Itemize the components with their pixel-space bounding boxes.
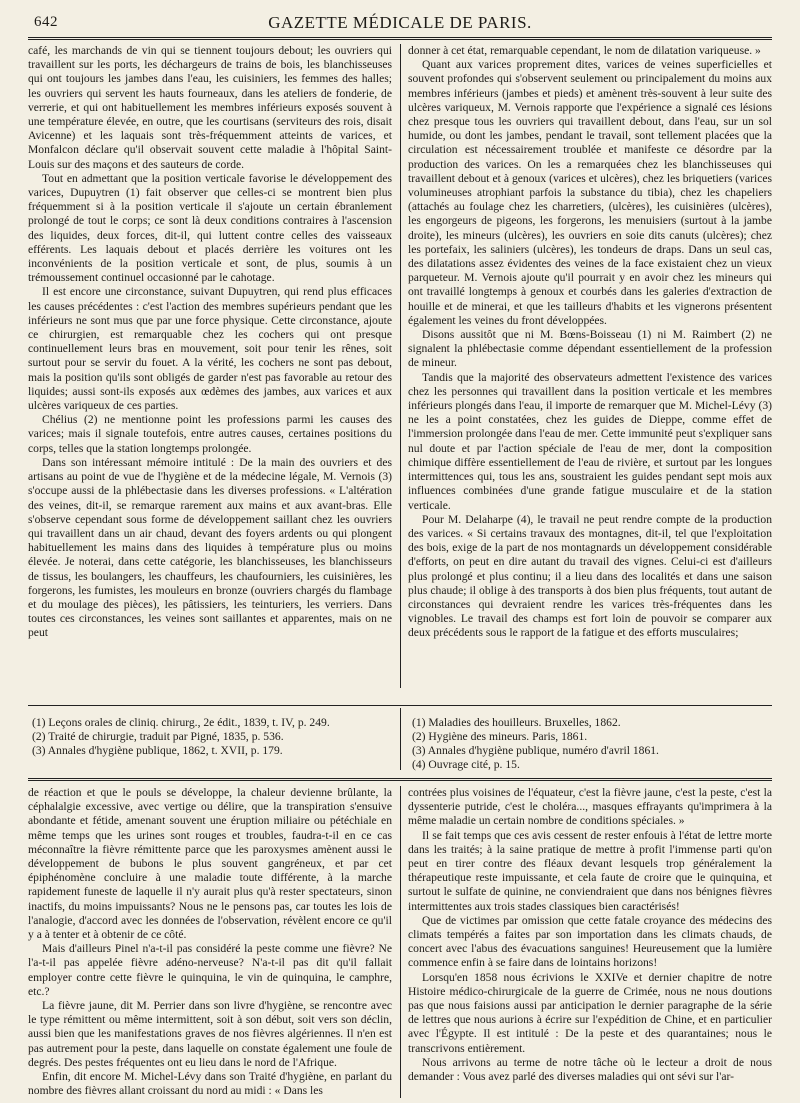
paragraph: Dans son intéressant mémoire intitulé : De la main des ouvriers et des artisans au point de vue de l'hygiène et de la médecine légale, M. Vernois (3) s'occupe aussi de la phlébectasie dans les diverses professions. « L'altération des veines, dit-il, se remarque rarement aux mains et aux avant-bras. Elle s'observe cependant sous forme de développement saillant chez les ouvriers qui travaillent dans un air chaud, devant des foyers ardents ou qui plongent habituellement les mains dans des liquides à température plus ou moins élevée. Je noterai, dans cette catégorie, les blanchisseuses, les blanchisseurs de tissus, les boulangers, les chauffeurs, les chaufourniers, les cuisinières, les forgerons, les fumistes, les mouleurs en bronze (ouvriers chargés du flambage et du moulage des pièces), les pâtissiers, les teinturiers, les verriers. Dans toutes ces circonstances, les veines sont saillantes et apparentes, mais on ne peut [28,455,392,640]
paragraph: Lorsqu'en 1858 nous écrivions le XXIVe et dernier chapitre de notre Histoire médico-chirurgicale de la guerre de Crimée, nous ne nous doutions pas que nous faisions aussi par anticipation le dernier paragraphe de la série de lettres que nous aurions à écrire sur l'expédition de Chine, et en particulier avec l'Égypte. Il est intitulé : De la peste et des quarantaines; nous le transcrivons entièrement. [408,970,772,1055]
paragraph: donner à cet état, remarquable cependant, le nom de dilatation variqueuse. » [408,44,761,57]
page-number: 642 [34,14,58,30]
column-divider [400,44,401,688]
paragraph: Enfin, dit encore M. Michel-Lévy dans son Traité d'hygiène, en parlant du nombre des fièvres allant croissant du nord au midi : « Dans les [28,1070,392,1098]
footnote: (4) Ouvrage cité, p. 15. [412,758,520,771]
footnotes-left [32,716,392,766]
paragraph: Mais d'ailleurs Pinel n'a-t-il pas considéré la peste comme une fièvre? Ne l'a-t-il pas appelée fièvre adéno-nerveuse? N'a-t-il pas dit qu'il fallait employer contre cette fièvre le quinquina, le vin de quinquina, le camphre, etc.? [28,942,392,998]
footnote: (2) Traité de chirurgie, traduit par Pigné, 1835, p. 536. [32,730,284,743]
lower-left-column [28,786,392,1098]
footnote: (3) Annales d'hygiène publique, numéro d'avril 1861. [412,744,659,757]
paragraph: Nous arrivons au terme de notre tâche où le lecteur a droit de nous demander : Vous avez parlé des diverses maladies qui ont sévi sur l'ar- [408,1055,772,1084]
paragraph: Disons aussitôt que ni M. Bœns-Boisseau (1) ni M. Raimbert (2) ne signalent la phlébectasie comme dépendant essentiellement de la profession de mineur. [408,328,772,370]
paragraph: Que de victimes par omission que cette fatale croyance des médecins des climats tempérés a faites par son importation dans les climats chauds, de concert avec l'abus des évacuations sanguines! Heureusement que la lumière commence enfin à se faire dans de lointains horizons! [408,913,772,970]
paragraph: Pour M. Delaharpe (4), le travail ne peut rendre compte de la production des varices. « Si certains travaux des montagnes, dit-il, tel que l'exploitation des bois, exige de la part de nos montagnards un développement considérable d'efforts, on peut en dire autant du travail des vignes. Celui-ci est d'ailleurs plus prolongé et plus continu; il a lieu dans des localités et dans une saison plus chaude; il oblige à des transports à dos bien plus fréquents, tout autant de circonstances qui devraient rendre les varices très-fréquentes dans les vignobles. Le travail des champs est fort loin de pouvoir se comparer aux deux précédents sous le rapport de la fatigue et des efforts musculaires; [408,512,772,640]
footnote: (1) Maladies des houilleurs. Bruxelles, 1862. [412,716,621,729]
footnote-divider [400,708,401,770]
paragraph: café, les marchands de vin qui se tiennent toujours debout; les ouvriers qui travaillent sur les ports, les déchargeurs de trains de bois, les blanchisseuses qui ont toujours les jambes dans l'eau, les cuisiniers, les femmes des halles; les ouvriers qui servent les hauts fourneaux, dans les ateliers de fonderie, de verrerie, et qui ont habituellement les membres inférieurs exposés souvent à une température élevée, en outre, que les courtisans (serviteurs des rois, disait Avicenne) et les laquais sont très-fréquemment atteints de varices, et Monfalcon déclare qu'il observait souvent cette maladie à l'hôpital Saint-Louis sur des maçons et des sauteurs de corde. [28,44,392,171]
footnote: (3) Annales d'hygiène publique, 1862, t. XVII, p. 179. [32,744,283,757]
lower-right-column [408,786,772,1098]
paragraph: La fièvre jaune, dit M. Perrier dans son livre d'hygiène, se rencontre avec le type rémittent ou même intermittent, soit à son début, soit vers son déclin, aussi bien que les manifestations graves de nos fièvres algériennes. Il n'en est pas autrement pour la peste, dans laquelle on constate également une foule de degrés. Des pestes fréquentes ont eu lieu dans le nord de l'Afrique. [28,999,392,1069]
paragraph: Il se fait temps que ces avis cessent de rester enfouis à l'état de lettre morte dans les traités; à la saine pratique de mettre à profit l'immense parti qu'on peut en tirer contre des fléaux devant lesquels trop généralement la thérapeutique reste impuissante, et cela faute de croire que le quinquina, et surtout le sulfate de quinine, ne conviendraient que dans nos bénignes fièvres intermittentes aux trois stades classiques bien caractérisés! [408,828,772,913]
upper-right-column [408,44,772,688]
footnote-rule [28,705,772,706]
upper-left-column [28,44,392,688]
paragraph: Tout en admettant que la position verticale favorise le développement des varices, Dupuytren (1) fait observer que celles-ci se montrent bien plus fréquemment si à la position verticale il s'ajoute un certain ébranlement prolongé de tout le corps; ce sont là deux conditions contraires à l'ascension des liquides, deux forces, dit-il, qui luttent contre celles des vaisseaux efférents. Les laquais debout et placés derrière les voitures ont les inconvénients de la position verticale et sont, de plus, soumis à un trémoussement continuel occasionné par le cahotage. [28,171,392,285]
journal-title: GAZETTE MÉDICALE DE PARIS. [268,13,532,32]
footnote: (2) Hygiène des mineurs. Paris, 1861. [412,730,588,743]
page-header [28,12,772,36]
section-rule [28,778,772,781]
paragraph: de réaction et que le pouls se développe, la chaleur devienne brûlante, la céphalalgie excessive, avec vertige ou délire, que la transpiration s'ensuive abondante et fétide, amenant souvent une éruption miliaire ou pétéchiale en même temps que les urines sont rouges et troubles, faudra-t-il en ce cas méconnaître la fièvre rémittente parce que les paroxysmes amènent aussi le développement de bubons le plus souvent gangréneux, et par cet épiphénomène concluire à une maladie toute différente, à la marche rapidement funeste de laquelle il n'y aurait plus qu'à rester spectateurs, sinon inactifs, du moins impuissants? Nous ne le pensons pas, car toutes les lois de l'analogie, d'accord avec les données de l'observation, révèlent encore ce qu'il y a à tenter et à obtenir de ce côté. [28,786,392,942]
column-divider [400,786,401,1098]
paragraph: Quant aux varices proprement dites, varices de veines superficielles et souvent profondes qui s'observent seulement ou principalement du moins aux membres inférieurs (jambes et pieds) et amènent très-souvent à leur suite des ulcères variqueux, M. Vernois rapporte que l'expérience a signalé ces lésions chez presque tous les ouvriers qui travaillent debout, dans l'eau, sur un sol humide, ou dont les jambes, pendant le travail, sont tellement placées que la circulation est nécessairement troublée et manifeste ce désordre par la production des varices. On les a remarquées chez les blanchisseuses qui travaillent debout et à genoux (varices et ulcères), chez les briquetiers (varices volumineuses atrophiant parfois la substance du tibia), chez les chapeliers (attachés au foulage chez les charretiers, (ulcères), les cuisinières (ulcères), les engorgeurs de pigeons, les forgerons, les menuisiers (surtout à la jambe droite), les mineurs (ulcères), les ouvriers en soie dits canuts (ulcères); chez les portefaix, les saliniers (ulcères), les tondeurs de draps. Dans un seul cas, des dilatations assez évidentes des veines de la face existaient chez un vieux parqueteur. M. Vernois ajoute qu'il pourrait y en avoir chez les mineurs qui ont travaillé longtemps à genoux et courbés dans les galeries d'extraction de houille et de minerai, et que les tailleurs d'habits et les vignerons présentent également les veines du front développées. [408,58,772,327]
footnote: (1) Leçons orales de cliniq. chirurg., 2e édit., 1839, t. IV, p. 249. [32,716,330,729]
paragraph: Il est encore une circonstance, suivant Dupuytren, qui rend plus efficaces les causes précédentes : c'est l'action des membres supérieurs pendant que les inférieurs ne sont mus que par une force physique. Cette circonstance, ajoute ce chirurgien, est remarquable chez les cochers qui ont presque continuellement leurs bras en mouvement, soit pour tenir les rênes, soit surtout pour se servir du fouet. A la vérité, les cochers ne sont pas debout, mais la position qu'ils sont obligés de garder n'est pas favorable au retour des liquides; aussi sont-ils exposés aux œdèmes des jambes, aux varices et aux ulcères variqueux de ces parties. [28,285,392,413]
footnotes-right [412,716,772,776]
paragraph: Chélius (2) ne mentionne point les professions parmi les causes des varices; mais il signale toutefois, entre autres causes, certaines positions du corps, telles que la station longtemps prolongée. [28,413,392,455]
paragraph: contrées plus voisines de l'équateur, c'est la fièvre jaune, c'est la peste, c'est la dyssenterie putride, c'est le choléra..., masques effrayants qu'imprimera à la même maladie un certain nombre de conditions spéciales. » [408,786,772,828]
paragraph: Tandis que la majorité des observateurs admettent l'existence des varices chez les personnes qui travaillent dans la position verticale et les membres inférieurs plongés dans l'eau, il importe de remarquer que M. Michel-Lévy (3) ne les a point constatées, chez les guides de Dieppe, comme effet de l'immersion prolongée dans l'eau de mer. Cette immunité peut s'expliquer sans nul doute et par l'action spéciale de l'eau de mer, dont la composition chimique diffère essentiellement de l'eau de rivière, et surtout par les longues intermittences qui, tous les ans, soustraient les guides pendant sept mois aux influences combinées d'une grande fatigue musculaire et de la station verticale. [408,370,772,512]
header-rule [28,37,772,40]
